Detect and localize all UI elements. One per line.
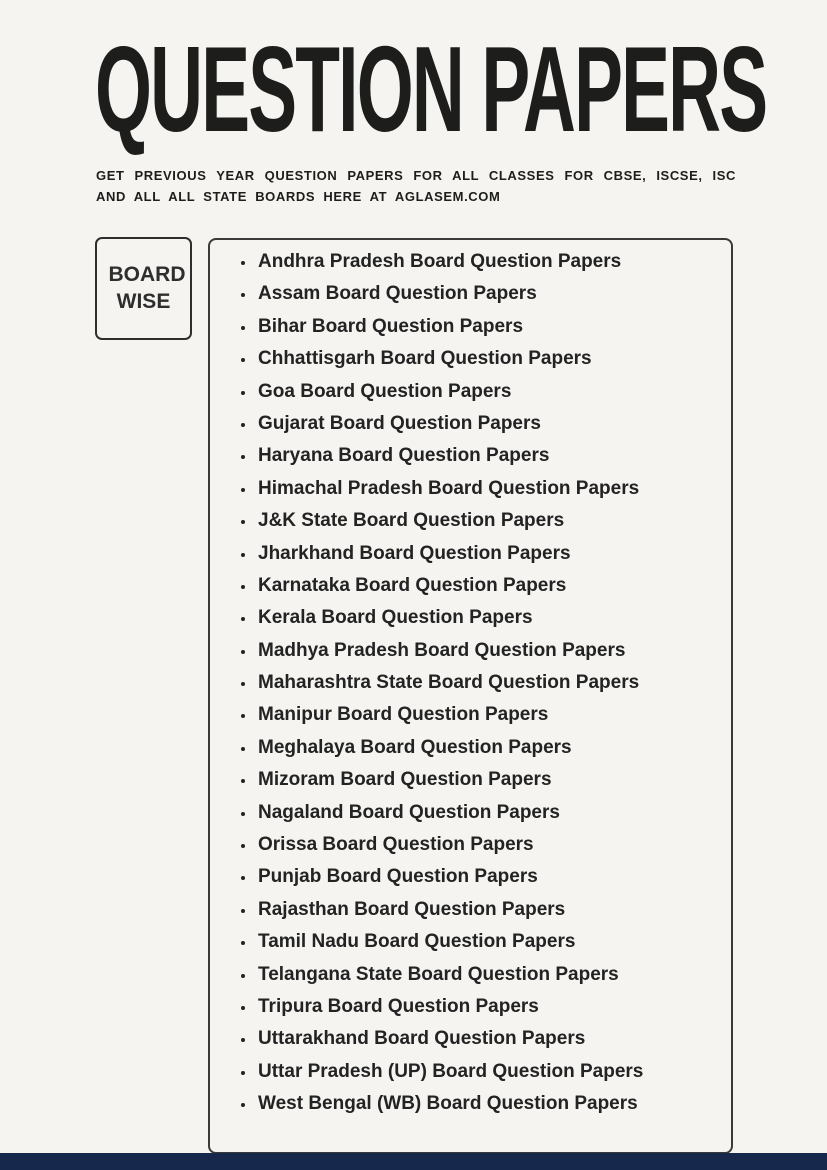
board-wise-label-box	[95, 237, 192, 340]
board-list-item[interactable]: • Andhra Pradesh Board Question Papers	[256, 252, 721, 272]
board-list-item[interactable]: • Uttarakhand Board Question Papers	[256, 1029, 721, 1049]
board-list-item[interactable]: • Orissa Board Question Papers	[256, 835, 721, 855]
board-list-item[interactable]: • Gujarat Board Question Papers	[256, 414, 721, 434]
board-list-item[interactable]: • Tripura Board Question Papers	[256, 997, 721, 1017]
board-list-item[interactable]: • J&K State Board Question Papers	[256, 511, 721, 531]
board-list-item[interactable]: • Bihar Board Question Papers	[256, 317, 721, 337]
board-list-item[interactable]: • Assam Board Question Papers	[256, 284, 721, 304]
page-title: QUESTION PAPERS	[95, 21, 767, 157]
board-list-item[interactable]: • Goa Board Question Papers	[256, 382, 721, 402]
page-header	[95, 21, 827, 157]
board-wise-label: BOARD WISE	[108, 263, 186, 313]
board-list	[210, 240, 731, 1114]
board-list-item[interactable]: • Meghalaya Board Question Papers	[256, 738, 721, 758]
board-list-item[interactable]: • Madhya Pradesh Board Question Papers	[256, 641, 721, 661]
board-list-item[interactable]: • Chhattisgarh Board Question Papers	[256, 349, 721, 369]
board-list-item[interactable]: • Punjab Board Question Papers	[256, 867, 721, 887]
board-list-item[interactable]: • West Bengal (WB) Board Question Papers	[256, 1094, 721, 1114]
board-list-item[interactable]: • Manipur Board Question Papers	[256, 705, 721, 725]
footer-bar	[0, 1153, 827, 1170]
page-subtitle: GET PREVIOUS YEAR QUESTION PAPERS FOR ALL CLASSES FOR CBSE, ISCSE, ISC AND ALL ALL STATE BOARDS HERE AT AGLASEM.COM	[96, 168, 736, 204]
board-list-item[interactable]: • Tamil Nadu Board Question Papers	[256, 932, 721, 952]
board-list-item[interactable]: • Rajasthan Board Question Papers	[256, 900, 721, 920]
board-list-item[interactable]: • Telangana State Board Question Papers	[256, 965, 721, 985]
board-list-item[interactable]: • Mizoram Board Question Papers	[256, 770, 721, 790]
board-list-item[interactable]: • Maharashtra State Board Question Papers	[256, 673, 721, 693]
board-list-item[interactable]: • Jharkhand Board Question Papers	[256, 544, 721, 564]
board-list-item[interactable]: • Nagaland Board Question Papers	[256, 803, 721, 823]
board-list-item[interactable]: • Haryana Board Question Papers	[256, 446, 721, 466]
board-list-panel	[208, 238, 733, 1154]
board-list-item[interactable]: • Himachal Pradesh Board Question Papers	[256, 479, 721, 499]
board-list-item[interactable]: • Karnataka Board Question Papers	[256, 576, 721, 596]
board-list-item[interactable]: • Kerala Board Question Papers	[256, 608, 721, 628]
board-list-item[interactable]: • Uttar Pradesh (UP) Board Question Papers	[256, 1062, 721, 1082]
